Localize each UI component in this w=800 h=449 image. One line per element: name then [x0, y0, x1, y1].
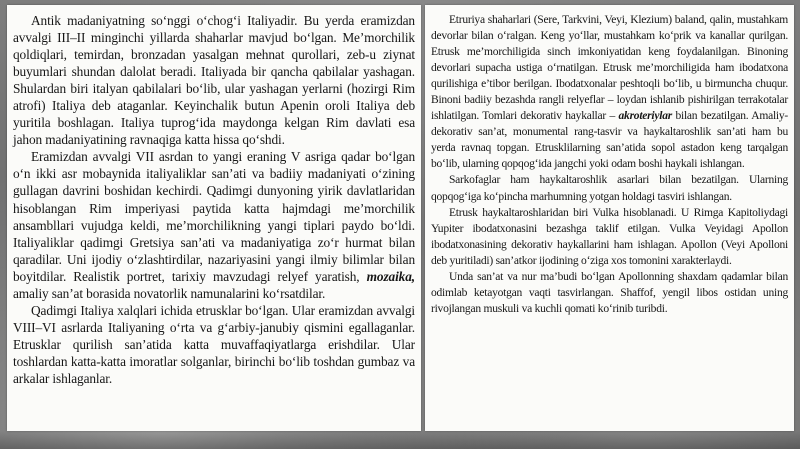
text-span: Qadimgi Italiya xalqlari ichida etrusklar bo‘lgan. Ular eramizdan avvalgi VIII–VI asrlarda Italiyaning o‘rta va g‘arbiy-janubiy qismini egallaganlar. Etrusklar qurilish san’atida katta muvaffaqiyatlarga erishdilar. Ular toshlardan katta-katta imoratlar solganlar, birinchi bo‘lib toshdan gumbaz va arkalar ishlaganlar.	[13, 302, 415, 386]
emphasized-term: akroteriylar	[618, 110, 672, 123]
text-span: bilan bezatilgan. Amaliy-dekorativ san’at, monumental rang-tasvir va haykaltaroshlik san’ati ham bu yerda ravnaq topgan. Etrusklilarning san’atida sopol astadon keng tarqalgan bo‘lib, ularning qopqog‘ida jangchi yoki odam boshi haykali ishlangan.	[431, 110, 788, 171]
right-page	[425, 5, 794, 431]
paragraph	[431, 172, 788, 204]
paragraph	[13, 148, 415, 301]
paragraph	[431, 269, 788, 317]
paragraph	[431, 205, 788, 269]
text-span: amaliy san’at borasida novatorlik namunalarini ko‘rsatdilar.	[13, 285, 326, 301]
text-span: Eramizdan avvalgi VII asrdan to yangi eraning V asriga qadar bo‘lgan o‘n ikki asr mobaynida italiyaliklar san’ati va badiiy madaniyati o‘zining gullagan davrini boshidan kechirdi. Qadimgi dunyoning yirik davlatlaridan hisoblangan Rim imperiyasi paytida katta hajmdagi me’morchilik ansambllari vujudga keldi, me’morchilikning yangi tiplari paydo bo‘ldi. Italiyaliklar qadimgi Gretsiya san’ati va madaniyatiga zo‘r hurmat bilan qaradilar. Uni ijodiy o‘zlashtirdilar, nazariyasini yangi ilmiy bilimlar bilan boyitdilar. Realistik portret, tarixiy mavzudagi relyef yaratish,	[13, 149, 415, 284]
text-span: Antik madaniyatning so‘nggi o‘chog‘i Italiyadir. Bu yerda eramizdan avvalgi III–II minginchi yillarda shaharlar mavjud bo‘lgan. Me’morchilik qoldiqlari, temirdan, bronzadan yasalgan mehnat qurollari, zeb-u ziynat buyumlari shundan dalolat beradi. Italiyada bir qancha qabilalar yashagan. Shulardan biri italyan qabilalari bo‘lib, ular yashagan yerlarni (hozirgi Rim atrofi) Italiya deb ataganlar. Keyinchalik butun Apenin oroli Italiya deb yuritila boshlagan. Italiya tuprog‘ida maydonga kelgan Rim davlati esa jahon madaniyatining ravnaqiga katta hissa qo‘shdi.	[13, 13, 415, 148]
paragraph	[13, 12, 415, 148]
paragraph	[13, 302, 415, 387]
left-page	[7, 5, 421, 431]
text-span: Etrusk haykaltaroshlaridan biri Vulka hisoblanadi. U Rimga Kapitoliydagi Yupiter ibodatxonasini bezashga taklif etilgan. Vulka Veyidagi Apollon ibodatxonasining dekorativ haykallarini ham ishlagan. Apollon (Veyi Apolloni deb yuritiladi) san’atkor ijodining o‘ziga xos tomonini xarakterlaydi.	[431, 206, 788, 267]
text-span: Unda san’at va nur ma’budi bo‘lgan Apollonning shaxdam qadamlar bilan odimlab ketayotgan vaqti tasvirlangan. Shaffof, yengil libos ostidan uning rivojlangan muskuli va kuchli qomati ko‘rinib turibdi.	[431, 270, 788, 315]
paragraph	[431, 12, 788, 172]
text-span: Etruriya shaharlari (Sere, Tarkvini, Veyi, Klezium) baland, qalin, mustahkam devorlar bilan o‘ralgan. Keng yo‘llar, mustahkam ko‘prik va kanallar qurilgan. Etrusk me’morchiligida sinch imkoniyatidan keng foydalanilgan. Binoning devorlari supacha ustiga o‘rnatilgan. Etrusk me’morchiligida ham ibodatxona qurilishiga e’tibor berilgan. Ibodatxonalar peshtoqli bo‘lib, u birmuncha chuqur. Binoni badiiy bezashda rangli relyeflar – loydan ishlanib pishirilgan terrakotalar ishlatilgan. Tomlari dekorativ haykallar –	[431, 14, 788, 123]
background-texture	[0, 431, 800, 449]
text-span: Sarkofaglar ham haykaltaroshlik asarlari bilan bezatilgan. Ularning qopqog‘iga ko‘pincha marhumning yotgan holdagi tasviri ishlangan.	[431, 174, 788, 203]
emphasized-term: mozaika,	[366, 268, 415, 284]
